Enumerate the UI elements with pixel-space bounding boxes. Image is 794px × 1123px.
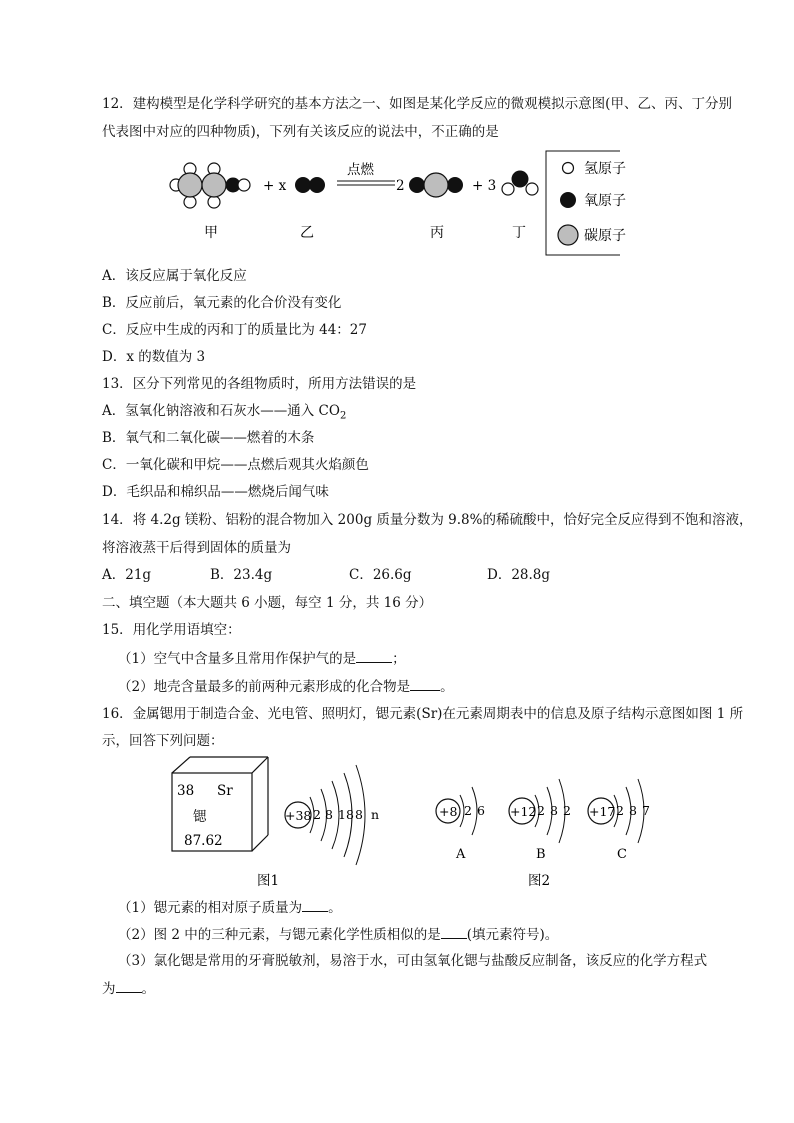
molecule-ding (502, 171, 538, 196)
atom-b-label: B (536, 847, 546, 862)
atom-c-shell-1: 2 (616, 803, 624, 818)
atom-b-nucleus: +12 (510, 804, 537, 819)
q12-stem-line1 (102, 94, 732, 114)
answer-blank[interactable] (116, 978, 142, 993)
plus-3: + 3 (472, 178, 497, 194)
atom-c-shell-3: 7 (642, 803, 650, 818)
legend-carbon: 碳原子 (584, 228, 626, 244)
q16-sub2-end: (填元素符号)。 (466, 927, 559, 943)
q13-option-a (102, 401, 346, 427)
q14-stem-line2: 将溶液蒸干后得到固体的质量为 (102, 540, 291, 556)
q13-number: 13． (102, 376, 133, 392)
q15-sub2 (118, 676, 454, 697)
q16-sub3-end: 。 (141, 981, 155, 997)
q12-option-c: C．反应中生成的丙和丁的质量比为 44：27 (102, 322, 367, 338)
sr-shell-3: 18 (338, 807, 354, 822)
q14-option-c: C．26.6g (349, 567, 412, 583)
atom-c-shell-2: 8 (629, 803, 637, 818)
q16-stem-line2: 示，回答下列问题： (102, 733, 224, 749)
q15-number: 15． (102, 622, 133, 638)
legend-oxygen: 氧原子 (584, 193, 626, 209)
figure-1-caption: 图1 (257, 873, 280, 889)
q16-sub2-text: （2）图 2 中的三种元素，与锶元素化学性质相似的是 (118, 927, 441, 943)
label-ding: 丁 (512, 225, 526, 241)
atom-a-nucleus: +8 (439, 804, 458, 819)
q14-stem1: 将 4.2g 镁粉、铝粉的混合物加入 200g 质量分数为 9.8%的稀硫酸中，恰好完全反应得到不饱和溶液， (132, 512, 753, 528)
q16-sub3-cont-text: 为 (102, 981, 116, 997)
answer-blank[interactable] (302, 897, 328, 912)
q16-stem1: 金属锶用于制造合金、光电管、照明灯，锶元素(Sr)在元素周期表中的信息及原子结构示意图如图 1 所 (132, 706, 744, 722)
q14-option-d: D．28.8g (487, 567, 551, 583)
atom-a-shell-1: 2 (464, 803, 472, 818)
co2-subscript: 2 (339, 410, 347, 422)
q15-sub1-end: ； (392, 651, 406, 667)
molecule-bing (409, 173, 463, 197)
atomic-number: 38 (177, 783, 195, 799)
q13-stem (102, 374, 416, 394)
q12-stem1: 建构模型是化学科学研究的基本方法之一、如图是某化学反应的微观模拟示意图(甲、乙、丙、丁分别 (132, 96, 732, 112)
q13-stem-text: 区分下列常见的各组物质时，所用方法错误的是 (132, 376, 417, 392)
q13-option-d: D．毛织品和棉织品——燃烧后闻气味 (102, 484, 329, 500)
q14-option-b: B．23.4g (210, 567, 273, 583)
atom-c-structure (588, 779, 650, 862)
atom-b-structure (509, 779, 571, 862)
label-bing: 丙 (430, 225, 444, 241)
q16-number: 16． (102, 706, 133, 722)
figure-2-caption: 图2 (528, 873, 551, 889)
q12-number: 12． (102, 96, 133, 112)
hydrogen-legend-icon (563, 163, 574, 174)
q12-option-b: B．反应前后，氧元素的化合价没有变化 (102, 295, 342, 311)
atom-legend (546, 151, 650, 255)
atom-b-shell-1: 2 (537, 803, 545, 818)
atomic-mass: 87.62 (184, 833, 223, 849)
element-cell-strontium (172, 757, 268, 851)
sr-shell-1: 2 (313, 807, 321, 822)
reaction-condition: 点燃 (347, 162, 374, 178)
q16-sub2 (118, 924, 558, 945)
atomic-structure-figures (160, 755, 670, 895)
atom-c-label: C (617, 847, 627, 862)
atom-b-shell-3: 2 (563, 803, 571, 818)
q13-option-a-text: A．氢氧化钠溶液和石灰水——通入 CO (102, 403, 340, 419)
q15-sub2-end: 。 (440, 679, 454, 695)
q16-stem-line1 (102, 704, 743, 724)
q14-stem-line1 (102, 510, 752, 530)
q15-stem (102, 620, 241, 640)
q16-sub1-text: （1）锶元素的相对原子质量为 (118, 900, 303, 916)
sr-shell-2: 8 (325, 807, 333, 822)
q16-sub3-cont (102, 978, 155, 999)
molecule-yi (295, 177, 325, 193)
carbon-legend-icon (558, 225, 578, 245)
answer-blank[interactable] (441, 924, 467, 939)
atom-a-shell-2: 6 (477, 803, 485, 818)
molecule-jia (170, 163, 250, 208)
q15-sub2-text: （2）地壳含量最多的前两种元素形成的化合物是 (118, 679, 411, 695)
sr-atom-structure (285, 765, 379, 865)
q16-sub1-end: 。 (328, 900, 342, 916)
q16-sub3: （3）氯化锶是常用的牙膏脱敏剂，易溶于水，可由氢氧化锶与盐酸反应制备，该反应的化学方程式 (118, 953, 708, 969)
atom-a-structure (436, 787, 485, 862)
q12-option-d: D．x 的数值为 3 (102, 349, 206, 365)
atom-b-shell-2: 8 (550, 803, 558, 818)
q15-sub1-text: （1）空气中含量多且常用作保护气的是 (118, 651, 357, 667)
q14-number: 14． (102, 512, 133, 528)
q16-sub1 (118, 897, 342, 918)
q12-stem-line2: 代表图中对应的四种物质)，下列有关该反应的说法中，不正确的是 (102, 124, 499, 140)
atom-a-label: A (456, 847, 466, 862)
q14-option-a: A．21g (102, 567, 152, 583)
oxygen-legend-icon (560, 192, 576, 208)
element-symbol: Sr (217, 783, 233, 799)
q13-option-b: B．氧气和二氧化碳——燃着的木条 (102, 430, 315, 446)
section-2-heading: 二、填空题（本大题共 6 小题，每空 1 分，共 16 分） (102, 595, 433, 611)
q12-option-a: A．该反应属于氧化反应 (102, 268, 247, 284)
label-yi: 乙 (300, 225, 314, 241)
answer-blank[interactable] (356, 648, 392, 663)
legend-hydrogen: 氢原子 (584, 161, 626, 177)
q15-stem-text: 用化学用语填空： (132, 622, 241, 638)
sr-shell-4: 8 (355, 807, 363, 822)
coefficient-2: 2 (396, 178, 405, 194)
sr-nucleus: +38 (285, 808, 312, 823)
atom-c-nucleus: +17 (589, 804, 616, 819)
plus-x: + x (263, 178, 287, 194)
sr-shell-5: n (371, 807, 380, 822)
element-name: 锶 (193, 809, 207, 825)
answer-blank[interactable] (410, 676, 440, 691)
q15-sub1 (118, 648, 406, 669)
q13-option-c: C．一氧化碳和甲烷——点燃后观其火焰颜色 (102, 457, 369, 473)
label-jia: 甲 (204, 225, 218, 241)
